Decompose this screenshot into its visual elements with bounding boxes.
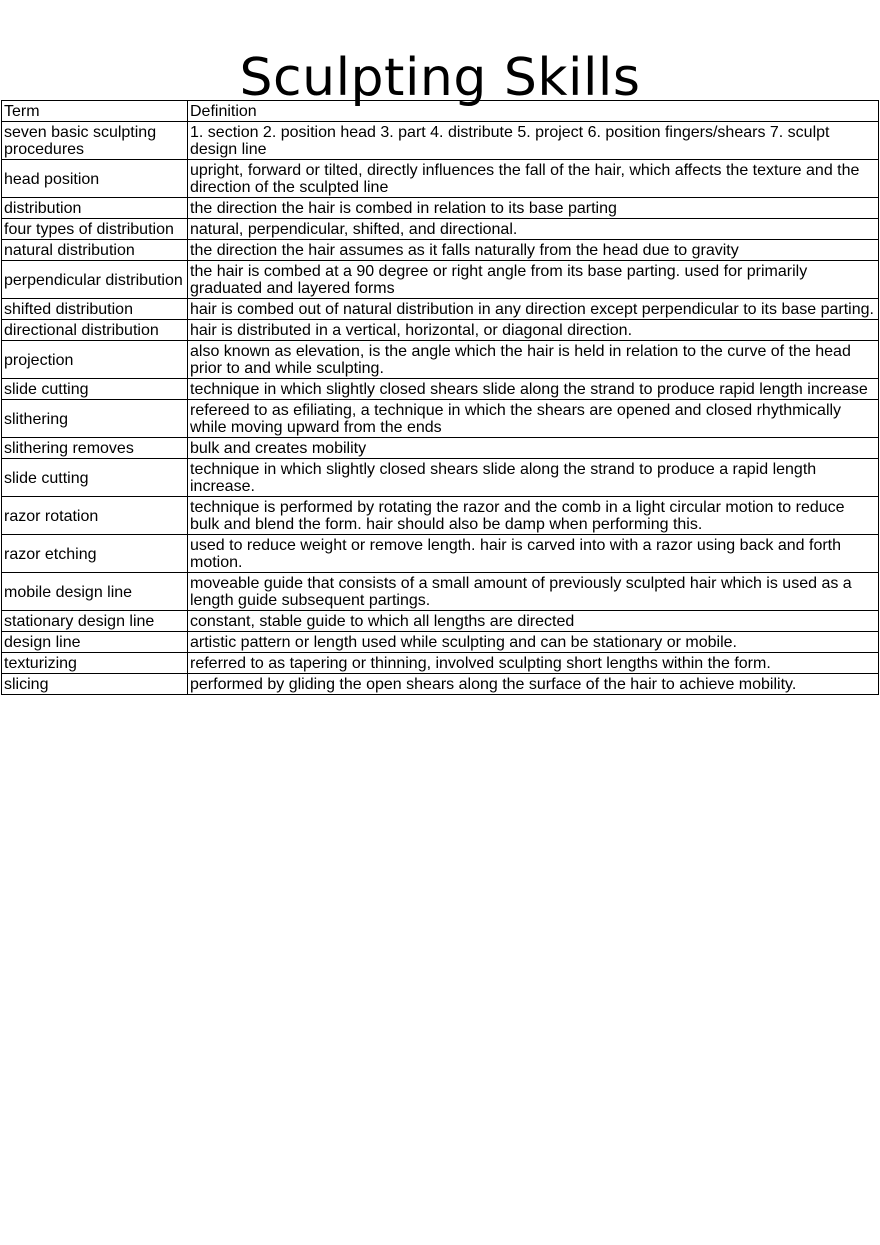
term-cell: head position <box>2 160 188 198</box>
definition-cell: performed by gliding the open shears along the surface of the hair to achieve mobility. <box>188 674 879 695</box>
term-cell: razor rotation <box>2 497 188 535</box>
definition-cell: the hair is combed at a 90 degree or right angle from its base parting. used for primarily graduated and layered forms <box>188 261 879 299</box>
table-row <box>2 653 879 674</box>
definition-cell: the direction the hair assumes as it falls naturally from the head due to gravity <box>188 240 879 261</box>
definition-cell: technique in which slightly closed shears slide along the strand to produce rapid length increase <box>188 379 879 400</box>
table-row <box>2 573 879 611</box>
term-cell: slithering <box>2 400 188 438</box>
definition-cell: the direction the hair is combed in relation to its base parting <box>188 198 879 219</box>
table-row <box>2 535 879 573</box>
definition-cell: upright, forward or tilted, directly influences the fall of the hair, which affects the texture and the direction of the sculpted line <box>188 160 879 198</box>
term-cell: perpendicular distribution <box>2 261 188 299</box>
term-cell: design line <box>2 632 188 653</box>
table-row <box>2 240 879 261</box>
definition-cell: technique is performed by rotating the razor and the comb in a light circular motion to reduce bulk and blend the form. hair should also be damp when performing this. <box>188 497 879 535</box>
table-row <box>2 459 879 497</box>
definition-cell: referred to as tapering or thinning, involved sculpting short lengths within the form. <box>188 653 879 674</box>
table-row <box>2 122 879 160</box>
table-row <box>2 400 879 438</box>
definition-cell: natural, perpendicular, shifted, and directional. <box>188 219 879 240</box>
table-row <box>2 497 879 535</box>
column-header-definition: Definition <box>188 101 879 122</box>
term-cell: texturizing <box>2 653 188 674</box>
term-cell: seven basic sculpting procedures <box>2 122 188 160</box>
table-row <box>2 299 879 320</box>
table-row <box>2 379 879 400</box>
definition-cell: refereed to as efiliating, a technique in which the shears are opened and closed rhythmically while moving upward from the ends <box>188 400 879 438</box>
table-row <box>2 674 879 695</box>
term-cell: four types of distribution <box>2 219 188 240</box>
definition-cell: hair is distributed in a vertical, horizontal, or diagonal direction. <box>188 320 879 341</box>
definition-cell: hair is combed out of natural distribution in any direction except perpendicular to its base parting. <box>188 299 879 320</box>
definition-cell: moveable guide that consists of a small amount of previously sculpted hair which is used as a length guide subsequent partings. <box>188 573 879 611</box>
table-row <box>2 320 879 341</box>
table-header-row <box>2 101 879 122</box>
term-cell: slide cutting <box>2 459 188 497</box>
table-row <box>2 341 879 379</box>
term-cell: slide cutting <box>2 379 188 400</box>
definition-cell: constant, stable guide to which all lengths are directed <box>188 611 879 632</box>
term-cell: mobile design line <box>2 573 188 611</box>
term-cell: razor etching <box>2 535 188 573</box>
term-cell: slithering removes <box>2 438 188 459</box>
table-row <box>2 611 879 632</box>
term-cell: directional distribution <box>2 320 188 341</box>
term-cell: slicing <box>2 674 188 695</box>
definition-cell: artistic pattern or length used while sculpting and can be stationary or mobile. <box>188 632 879 653</box>
definition-cell: 1. section 2. position head 3. part 4. distribute 5. project 6. position fingers/shears 7. sculpt design line <box>188 122 879 160</box>
page-title: Sculpting Skills <box>239 47 641 108</box>
term-cell: shifted distribution <box>2 299 188 320</box>
table-row <box>2 198 879 219</box>
term-cell: projection <box>2 341 188 379</box>
table-row <box>2 160 879 198</box>
glossary-body <box>2 101 879 695</box>
term-cell: distribution <box>2 198 188 219</box>
column-header-term: Term <box>2 101 188 122</box>
term-cell: natural distribution <box>2 240 188 261</box>
table-row <box>2 632 879 653</box>
definition-cell: also known as elevation, is the angle which the hair is held in relation to the curve of the head prior to and while sculpting. <box>188 341 879 379</box>
term-cell: stationary design line <box>2 611 188 632</box>
definition-cell: bulk and creates mobility <box>188 438 879 459</box>
table-row <box>2 261 879 299</box>
table-row <box>2 219 879 240</box>
definition-cell: technique in which slightly closed shears slide along the strand to produce a rapid length increase. <box>188 459 879 497</box>
table-row <box>2 438 879 459</box>
glossary-table <box>1 100 879 695</box>
definition-cell: used to reduce weight or remove length. hair is carved into with a razor using back and forth motion. <box>188 535 879 573</box>
